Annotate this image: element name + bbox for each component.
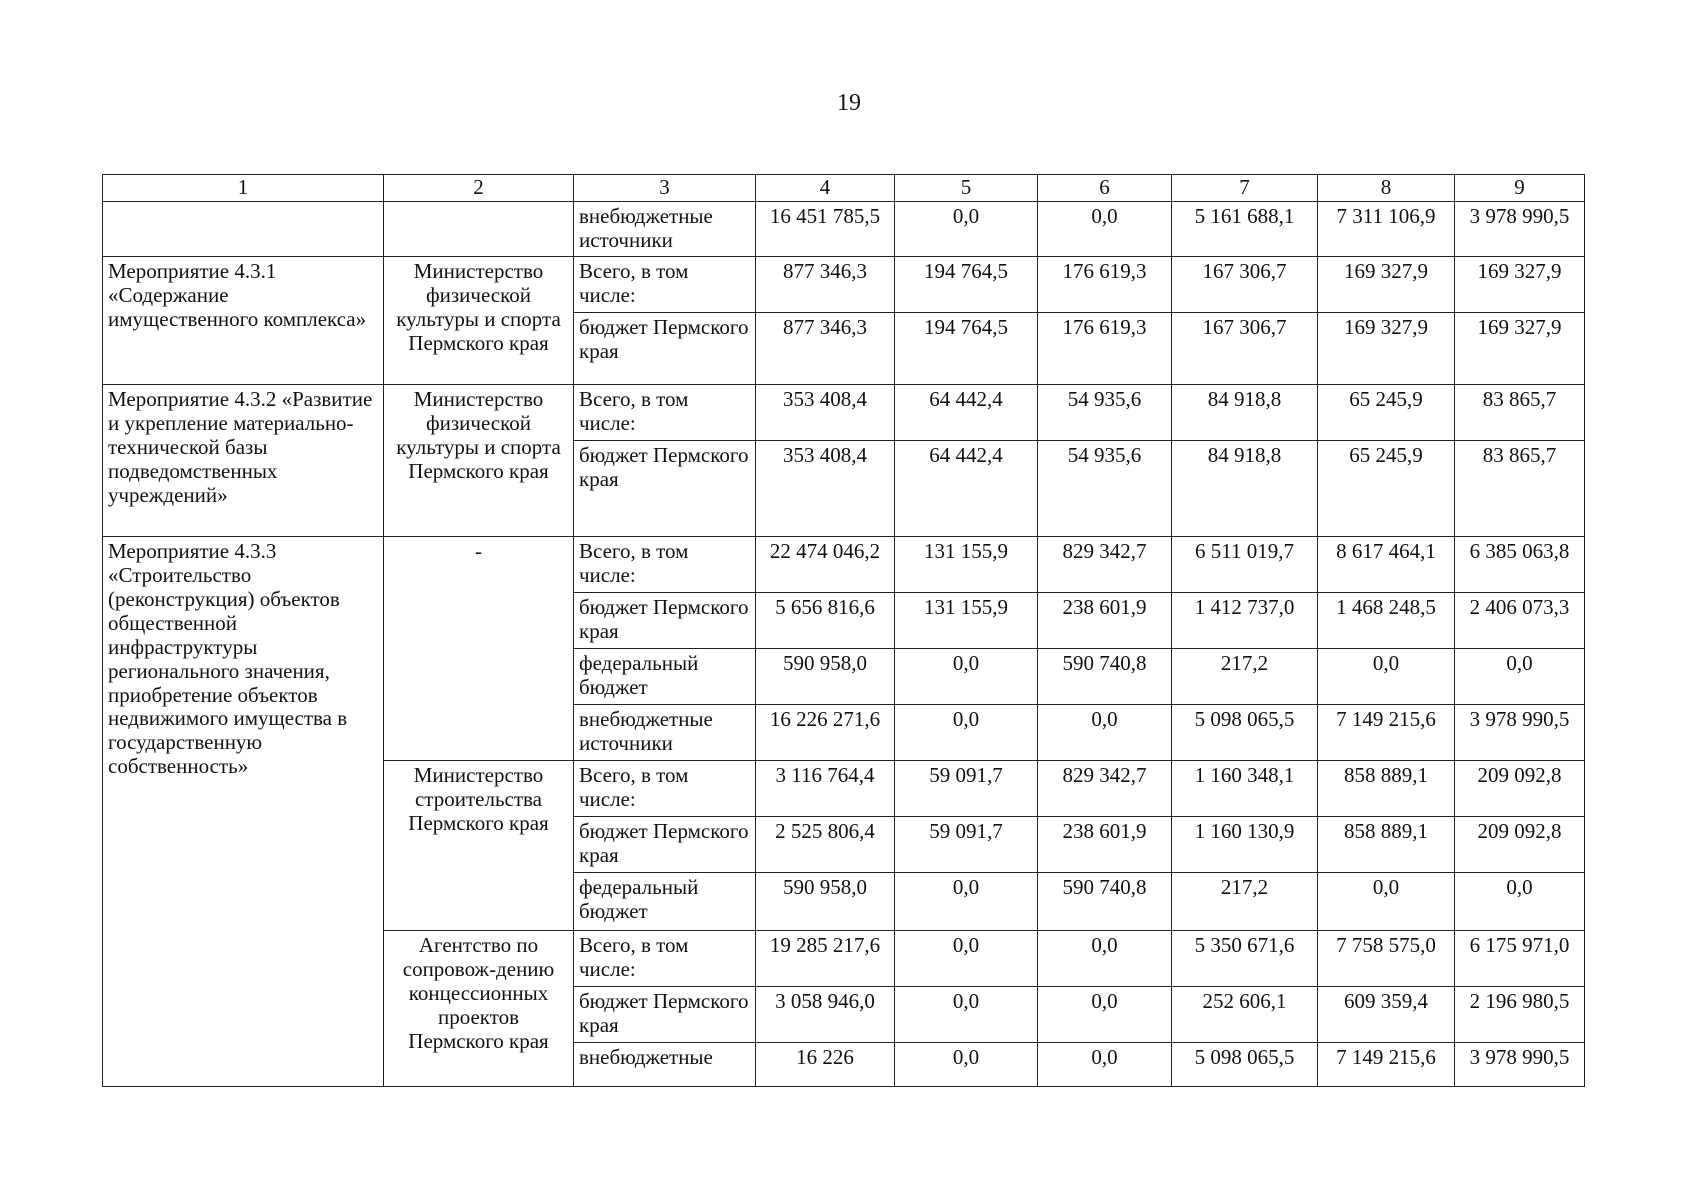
value-cell: 2 196 980,5	[1455, 986, 1585, 1042]
value-cell: 8 617 464,1	[1318, 536, 1455, 592]
funding-source: Всего, в том числе:	[574, 930, 756, 986]
value-cell: 353 408,4	[756, 440, 895, 536]
value-cell: 22 474 046,2	[756, 536, 895, 592]
table-row	[103, 384, 1585, 440]
column-number: 6	[1038, 175, 1172, 202]
value-cell: 238 601,9	[1038, 816, 1172, 872]
value-cell: 1 412 737,0	[1172, 592, 1318, 648]
activity-cell	[103, 202, 384, 257]
column-number-row	[103, 175, 1585, 202]
value-cell: 6 385 063,8	[1455, 536, 1585, 592]
funding-source: бюджет Пермского края	[574, 312, 756, 384]
value-cell: 0,0	[895, 1042, 1038, 1086]
value-cell: 16 226 271,6	[756, 704, 895, 760]
funding-source: Всего, в том числе:	[574, 256, 756, 312]
value-cell: 5 098 065,5	[1172, 704, 1318, 760]
value-cell: 167 306,7	[1172, 312, 1318, 384]
value-cell: 858 889,1	[1318, 816, 1455, 872]
funding-source: бюджет Пермского края	[574, 986, 756, 1042]
column-number: 4	[756, 175, 895, 202]
value-cell: 167 306,7	[1172, 256, 1318, 312]
value-cell: 3 058 946,0	[756, 986, 895, 1042]
column-number: 8	[1318, 175, 1455, 202]
value-cell: 5 098 065,5	[1172, 1042, 1318, 1086]
value-cell: 2 406 073,3	[1455, 592, 1585, 648]
value-cell: 0,0	[1455, 648, 1585, 704]
value-cell: 83 865,7	[1455, 440, 1585, 536]
value-cell: 7 149 215,6	[1318, 1042, 1455, 1086]
executor-name: -	[384, 536, 574, 760]
funding-source: бюджет Пермского края	[574, 440, 756, 536]
value-cell: 238 601,9	[1038, 592, 1172, 648]
value-cell: 0,0	[1038, 986, 1172, 1042]
value-cell: 6 511 019,7	[1172, 536, 1318, 592]
value-cell: 5 161 688,1	[1172, 202, 1318, 257]
column-number: 2	[384, 175, 574, 202]
value-cell: 3 978 990,5	[1455, 704, 1585, 760]
value-cell: 590 958,0	[756, 872, 895, 930]
value-cell: 0,0	[1318, 648, 1455, 704]
value-cell: 169 327,9	[1318, 312, 1455, 384]
value-cell: 176 619,3	[1038, 256, 1172, 312]
column-number: 5	[895, 175, 1038, 202]
value-cell: 0,0	[895, 648, 1038, 704]
value-cell: 0,0	[895, 872, 1038, 930]
executor-name: Министерство строительства Пермского края	[384, 760, 574, 930]
value-cell: 858 889,1	[1318, 760, 1455, 816]
value-cell: 1 160 130,9	[1172, 816, 1318, 872]
value-cell: 65 245,9	[1318, 440, 1455, 536]
value-cell: 353 408,4	[756, 384, 895, 440]
value-cell: 131 155,9	[895, 592, 1038, 648]
value-cell: 194 764,5	[895, 256, 1038, 312]
value-cell: 3 116 764,4	[756, 760, 895, 816]
value-cell: 829 342,7	[1038, 760, 1172, 816]
column-number: 3	[574, 175, 756, 202]
column-number: 7	[1172, 175, 1318, 202]
value-cell: 7 758 575,0	[1318, 930, 1455, 986]
value-cell: 194 764,5	[895, 312, 1038, 384]
value-cell: 590 958,0	[756, 648, 895, 704]
value-cell: 16 226	[756, 1042, 895, 1086]
value-cell: 169 327,9	[1455, 312, 1585, 384]
value-cell: 0,0	[1038, 202, 1172, 257]
value-cell: 59 091,7	[895, 760, 1038, 816]
value-cell: 6 175 971,0	[1455, 930, 1585, 986]
value-cell: 84 918,8	[1172, 440, 1318, 536]
funding-source: федеральный бюджет	[574, 872, 756, 930]
value-cell: 877 346,3	[756, 256, 895, 312]
budget-table	[102, 174, 1585, 1087]
funding-source: внебюджетные	[574, 1042, 756, 1086]
value-cell: 217,2	[1172, 872, 1318, 930]
value-cell: 0,0	[1318, 872, 1455, 930]
value-cell: 0,0	[895, 202, 1038, 257]
value-cell: 0,0	[895, 986, 1038, 1042]
executor-name: Министерство физической культуры и спорта Пермского края	[384, 384, 574, 536]
value-cell: 0,0	[895, 704, 1038, 760]
value-cell: 59 091,7	[895, 816, 1038, 872]
value-cell: 252 606,1	[1172, 986, 1318, 1042]
value-cell: 65 245,9	[1318, 384, 1455, 440]
activity-name: Мероприятие 4.3.3 «Строительство (реконструкция) объектов общественной инфраструктуры регионального значения, приобретение объектов недвижимого имущества в государственную собственность»	[103, 536, 384, 1086]
value-cell: 176 619,3	[1038, 312, 1172, 384]
value-cell: 0,0	[895, 930, 1038, 986]
value-cell: 54 935,6	[1038, 384, 1172, 440]
value-cell: 64 442,4	[895, 440, 1038, 536]
value-cell: 209 092,8	[1455, 816, 1585, 872]
value-cell: 84 918,8	[1172, 384, 1318, 440]
value-cell: 83 865,7	[1455, 384, 1585, 440]
funding-source: Всего, в том числе:	[574, 384, 756, 440]
value-cell: 3 978 990,5	[1455, 1042, 1585, 1086]
activity-name: Мероприятие 4.3.2 «Развитие и укрепление материально-технической базы подведомственных учреждений»	[103, 384, 384, 536]
table-row	[103, 202, 1585, 257]
value-cell: 7 149 215,6	[1318, 704, 1455, 760]
value-cell: 829 342,7	[1038, 536, 1172, 592]
value-cell: 64 442,4	[895, 384, 1038, 440]
value-cell: 590 740,8	[1038, 872, 1172, 930]
value-cell: 1 468 248,5	[1318, 592, 1455, 648]
value-cell: 0,0	[1455, 872, 1585, 930]
activity-name: Мероприятие 4.3.1 «Содержание имущественного комплекса»	[103, 256, 384, 384]
value-cell: 169 327,9	[1455, 256, 1585, 312]
value-cell: 19 285 217,6	[756, 930, 895, 986]
value-cell: 54 935,6	[1038, 440, 1172, 536]
value-cell: 0,0	[1038, 704, 1172, 760]
value-cell: 16 451 785,5	[756, 202, 895, 257]
funding-source: Всего, в том числе:	[574, 760, 756, 816]
value-cell: 2 525 806,4	[756, 816, 895, 872]
value-cell: 209 092,8	[1455, 760, 1585, 816]
funding-source: федеральный бюджет	[574, 648, 756, 704]
executor-name: Агентство по сопровож-дению концессионных проектов Пермского края	[384, 930, 574, 1086]
value-cell: 5 656 816,6	[756, 592, 895, 648]
value-cell: 609 359,4	[1318, 986, 1455, 1042]
value-cell: 5 350 671,6	[1172, 930, 1318, 986]
column-number: 9	[1455, 175, 1585, 202]
value-cell: 0,0	[1038, 1042, 1172, 1086]
funding-source: Всего, в том числе:	[574, 536, 756, 592]
executor-name: Министерство физической культуры и спорта Пермского края	[384, 256, 574, 384]
value-cell: 131 155,9	[895, 536, 1038, 592]
page-number: 19	[837, 90, 861, 116]
funding-source: внебюджетные источники	[574, 704, 756, 760]
value-cell: 1 160 348,1	[1172, 760, 1318, 816]
executor-cell	[384, 202, 574, 257]
funding-source: внебюджетные источники	[574, 202, 756, 257]
value-cell: 3 978 990,5	[1455, 202, 1585, 257]
value-cell: 169 327,9	[1318, 256, 1455, 312]
value-cell: 877 346,3	[756, 312, 895, 384]
funding-source: бюджет Пермского края	[574, 816, 756, 872]
value-cell: 0,0	[1038, 930, 1172, 986]
value-cell: 590 740,8	[1038, 648, 1172, 704]
value-cell: 7 311 106,9	[1318, 202, 1455, 257]
table-row	[103, 256, 1585, 312]
value-cell: 217,2	[1172, 648, 1318, 704]
funding-source: бюджет Пермского края	[574, 592, 756, 648]
table-row	[103, 536, 1585, 592]
column-number: 1	[103, 175, 384, 202]
